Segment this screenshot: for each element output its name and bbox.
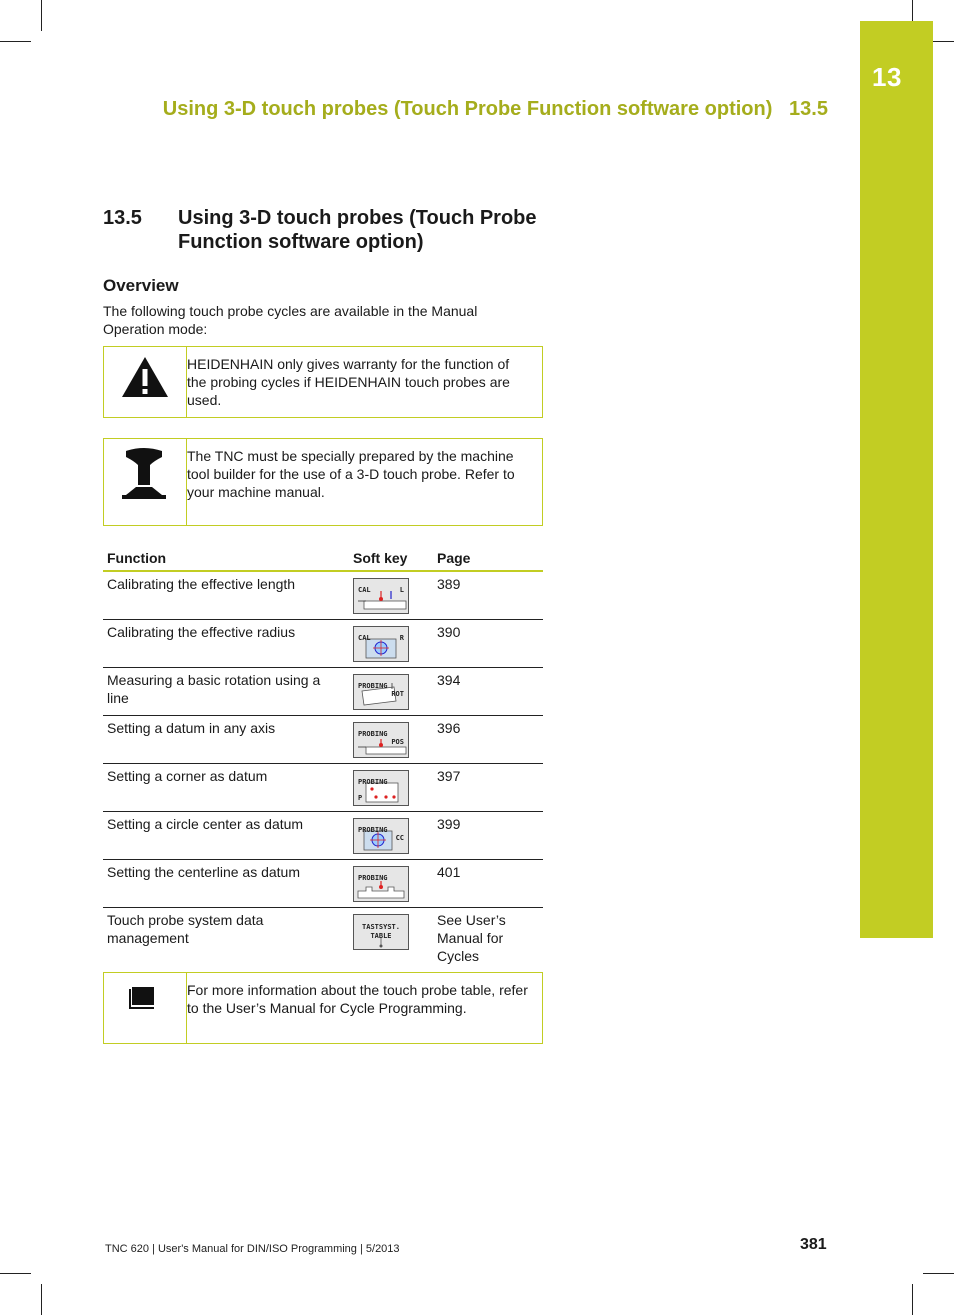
softkey-cal-l[interactable]: CAL L (353, 578, 409, 614)
table-row (103, 764, 543, 812)
table-row (103, 860, 543, 908)
function-cell: Setting a datum in any axis (103, 716, 349, 764)
function-cell: Calibrating the effective radius (103, 620, 349, 668)
function-cell: Setting the centerline as datum (103, 860, 349, 908)
page-cell: 389 (433, 571, 543, 620)
page-number: 381 (800, 1236, 827, 1253)
crop-mark (933, 41, 954, 42)
info-note (103, 972, 543, 1044)
function-cell: Calibrating the effective length (103, 571, 349, 620)
book-icon (104, 973, 187, 1043)
page-cell: 397 (433, 764, 543, 812)
table-row (103, 716, 543, 764)
column-header-softkey: Soft key (349, 546, 433, 571)
softkey-tastsyst-table[interactable]: TASTSYST. TABLE (353, 914, 409, 950)
function-cell: Measuring a basic rotation using a line (103, 668, 349, 716)
chapter-number: 13 (872, 62, 902, 92)
function-cell: Touch probe system data management (107, 912, 264, 946)
table-row (103, 908, 543, 978)
note-text: The TNC must be specially prepared by the machine tool builder for the use of a 3-D touch probe. Refer to your machine manual. (187, 448, 515, 500)
footer-text: TNC 620 | User's Manual for DIN/ISO Programming | 5/2013 (105, 1243, 400, 1255)
crop-mark (41, 1284, 42, 1315)
table-row (103, 620, 543, 668)
warning-icon (104, 347, 187, 417)
table-header-row (103, 546, 543, 571)
crop-mark (0, 41, 31, 42)
function-cell: Setting a circle center as datum (103, 812, 349, 860)
crop-mark (912, 1284, 913, 1315)
softkey-cell (349, 620, 433, 668)
crop-mark (912, 0, 913, 21)
page-cell: 399 (433, 812, 543, 860)
note-text: For more information about the touch probe table, refer to the User’s Manual for Cycle Programming. (187, 982, 528, 1016)
note-text: HEIDENHAIN only gives warranty for the function of the probing cycles if HEIDENHAIN touch probes are used. (187, 356, 510, 408)
table-row (103, 571, 543, 620)
page-cell: 394 (433, 668, 543, 716)
softkey-cell (349, 908, 433, 978)
crop-mark (0, 1273, 31, 1274)
crop-mark (41, 0, 42, 31)
crop-mark (923, 1273, 954, 1274)
softkey-probing-pos[interactable]: PROBING POS (353, 722, 409, 758)
svg-text:P: P (358, 794, 363, 802)
chapter-tab (860, 21, 933, 938)
softkey-cell (349, 812, 433, 860)
touch-probe-functions-table (103, 546, 543, 977)
running-head: Using 3-D touch probes (Touch Probe Function software option) 13.5 (162, 98, 828, 120)
page-cell: 390 (433, 620, 543, 668)
machine-note (103, 438, 543, 526)
softkey-probing-p[interactable]: P PROBING (353, 770, 409, 806)
column-header-function: Function (103, 546, 349, 571)
table-row (103, 812, 543, 860)
softkey-cell (349, 860, 433, 908)
softkey-cal-r[interactable]: CAL R (353, 626, 409, 662)
softkey-probing-cc[interactable]: PROBING CC (353, 818, 409, 854)
page-cell: 401 (433, 860, 543, 908)
softkey-probing-centerline[interactable]: PROBING (353, 866, 409, 902)
overview-heading: Overview (103, 276, 179, 295)
column-header-page: Page (433, 546, 543, 571)
overview-intro: The following touch probe cycles are available in the Manual Operation mode: (103, 303, 478, 337)
table-row (103, 668, 543, 716)
softkey-probing-rot[interactable]: PROBING ROT (353, 674, 409, 710)
section-number: 13.5 (103, 207, 142, 229)
softkey-cell (349, 716, 433, 764)
machine-icon (104, 439, 187, 525)
section-title-text: Using 3-D touch probes (Touch Probe Function software option) (178, 207, 537, 253)
softkey-cell (349, 764, 433, 812)
function-cell: Setting a corner as datum (103, 764, 349, 812)
page-cell: 396 (433, 716, 543, 764)
warning-note (103, 346, 543, 418)
softkey-cell (349, 571, 433, 620)
page-cell: See User’s Manual for Cycles (437, 912, 506, 964)
softkey-cell (349, 668, 433, 716)
